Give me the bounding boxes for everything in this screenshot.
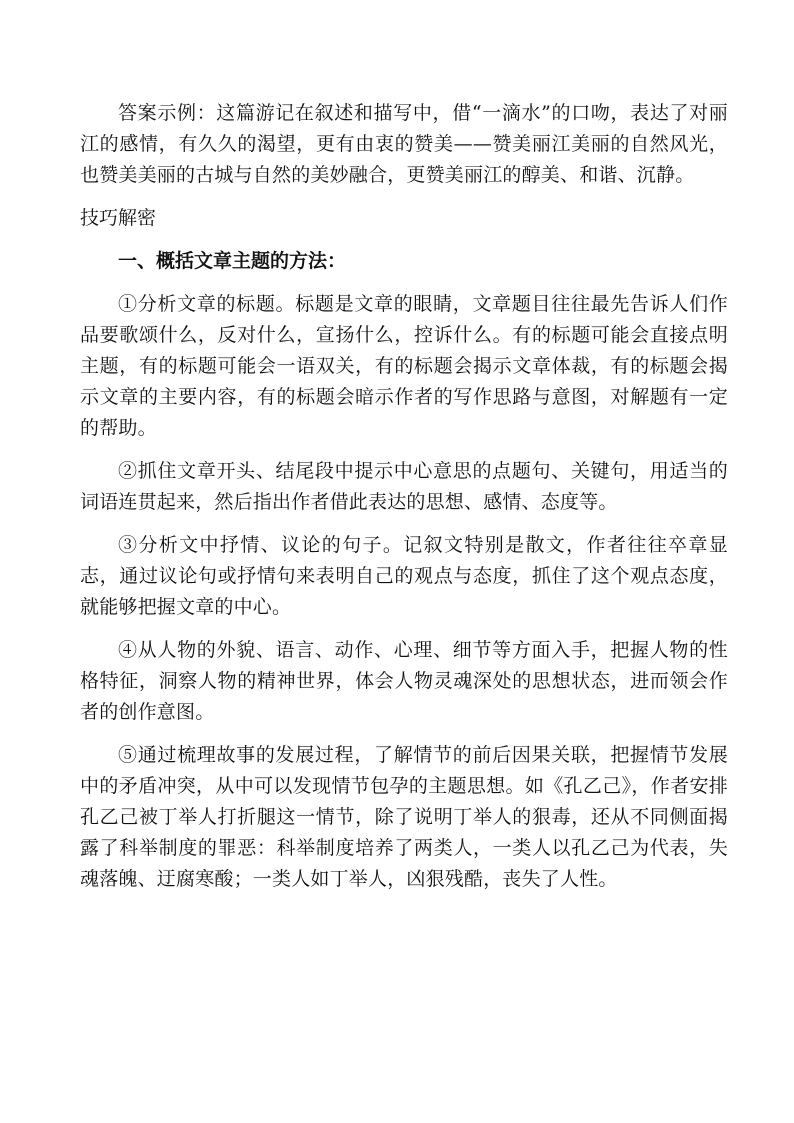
method-heading: 一、概括文章主题的方法： bbox=[118, 250, 347, 272]
method-paragraph-1: ①分析文章的标题。标题是文章的眼睛，文章题目往往最先告诉人们作品要歌颂什么，反对什么，宣扬什么，控诉什么。有的标题可能会直接点明主题，有的标题可能会一语双关，有的标题会揭示文章体裁，有的标题会揭示文章的主要内容，有的标题会暗示作者的写作思路与意图，对解题有一定的帮助。 bbox=[80, 293, 728, 439]
answer-example-paragraph: 答案示例：这篇游记在叙述和描写中，借“一滴水”的口吻，表达了对丽江的感情，有久久的渴望，更有由衷的赞美——赞美丽江美丽的自然风光，也赞美美丽的古城与自然的美妙融合，更赞美丽江的醇美、和谐、沉静。 bbox=[80, 102, 728, 186]
document-content bbox=[80, 98, 728, 907]
method-paragraph-2: ②抓住文章开头、结尾段中提示中心意思的点题句、关键句，用适当的词语连贯起来，然后指出作者借此表达的思想、感情、态度等。 bbox=[80, 460, 728, 513]
method-paragraph-3: ③分析文中抒情、议论的句子。记叙文特别是散文，作者往往卒章显志，通过议论句或抒情句来表明自己的观点与态度，抓住了这个观点态度，就能够把握文章的中心。 bbox=[80, 534, 728, 618]
method-paragraph-4: ④从人物的外貌、语言、动作、心理、细节等方面入手，把握人物的性格特征，洞察人物的精神世界，体会人物灵魂深处的思想状态，进而领会作者的创作意图。 bbox=[80, 639, 728, 723]
method-paragraph-5: ⑤通过梳理故事的发展过程，了解情节的前后因果关联，把握情节发展中的矛盾冲突，从中可以发现情节包孕的主题思想。如《孔乙己》，作者安排孔乙己被丁举人打折腿这一情节，除了说明丁举人的狠毒，还从不同侧面揭露了科举制度的罪恶：科举制度培养了两类人，一类人以孔乙己为代表，失魂落魄、迂腐寒酸；一类人如丁举人，凶狠残酷，丧失了人性。 bbox=[80, 744, 728, 890]
section-title: 技巧解密 bbox=[80, 207, 157, 229]
